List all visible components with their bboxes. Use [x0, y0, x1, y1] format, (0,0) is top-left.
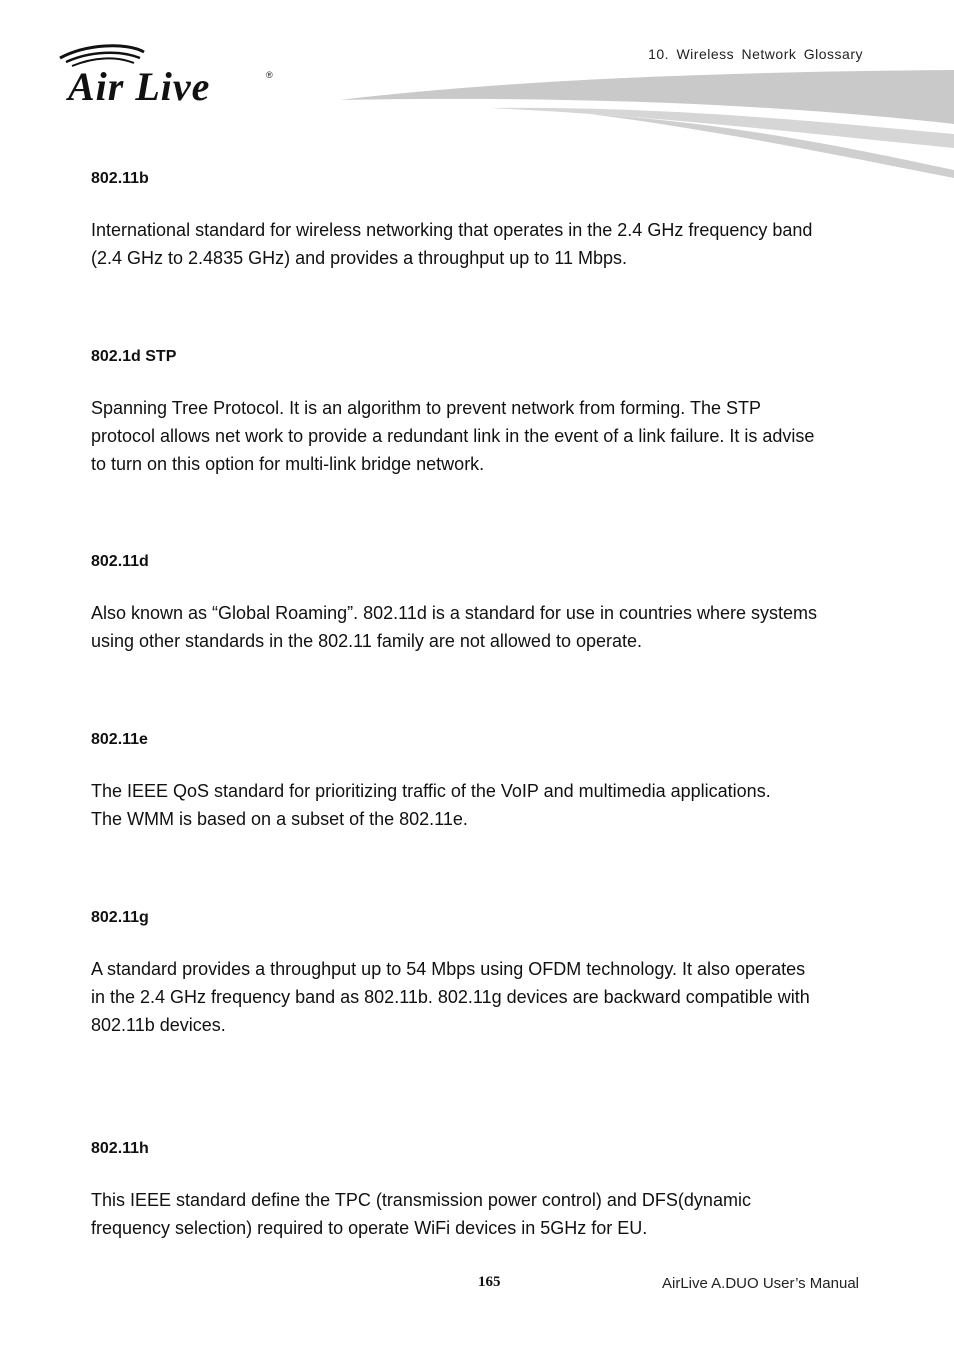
- glossary-entry: [91, 168, 812, 272]
- definition-line: in the 2.4 GHz frequency band as 802.11b. 802.11g devices are backward compatible with: [91, 987, 810, 1007]
- definition-line: to turn on this option for multi-link bridge network.: [91, 454, 485, 474]
- glossary-entry: [91, 1138, 751, 1242]
- airlive-logo: [56, 40, 286, 110]
- definition-line: This IEEE standard define the TPC (transmission power control) and DFS(dynamic: [91, 1190, 751, 1210]
- definition-line: Also known as “Global Roaming”. 802.11d is a standard for use in countries where systems: [91, 603, 818, 623]
- glossary-entry: [91, 346, 814, 478]
- entry-definition: [91, 599, 817, 655]
- entry-term: 802.1d STP: [91, 348, 177, 365]
- definition-line: A standard provides a throughput up to 54 Mbps using OFDM technology. It also operates: [91, 959, 806, 979]
- entry-term: 802.11d: [91, 553, 149, 570]
- definition-line: The WMM is based on a subset of the 802.11e.: [91, 809, 468, 829]
- entry-definition: [91, 394, 814, 478]
- entry-definition: [91, 1186, 751, 1242]
- logo-wordmark: Air Live: [68, 64, 211, 109]
- glossary-entry: [91, 907, 810, 1039]
- definition-line: protocol allows net work to provide a redundant link in the event of a link failure. It is advise: [91, 426, 815, 446]
- definition-line: 802.11b devices.: [91, 1015, 226, 1035]
- definition-line: International standard for wireless networking that operates in the 2.4 GHz frequency band: [91, 220, 813, 240]
- definition-line: using other standards in the 802.11 family are not allowed to operate.: [91, 631, 643, 651]
- entry-term: 802.11e: [91, 731, 148, 748]
- svg-text:®: ®: [266, 70, 273, 80]
- entry-definition: [91, 777, 771, 833]
- definition-line: frequency selection) required to operate WiFi devices in 5GHz for EU.: [91, 1218, 648, 1238]
- definition-line: Spanning Tree Protocol. It is an algorithm to prevent network from forming. The STP: [91, 398, 761, 418]
- header-swoosh-graphic: [340, 62, 954, 182]
- definition-line: The IEEE QoS standard for prioritizing traffic of the VoIP and multimedia applications.: [91, 781, 771, 801]
- entry-term: 802.11b: [91, 170, 149, 187]
- entry-term: 802.11h: [91, 1140, 149, 1157]
- manual-title: AirLive A.DUO User’s Manual: [661, 1275, 859, 1292]
- entry-term: 802.11g: [91, 909, 149, 926]
- chapter-title: 10. Wireless Network Glossary: [648, 46, 863, 62]
- entry-definition: [91, 216, 812, 272]
- entry-definition: [91, 955, 810, 1039]
- glossary-entry: [91, 551, 817, 655]
- page-number: 165: [478, 1274, 501, 1290]
- definition-line: (2.4 GHz to 2.4835 GHz) and provides a throughput up to 11 Mbps.: [91, 248, 627, 268]
- glossary-entry: [91, 729, 771, 833]
